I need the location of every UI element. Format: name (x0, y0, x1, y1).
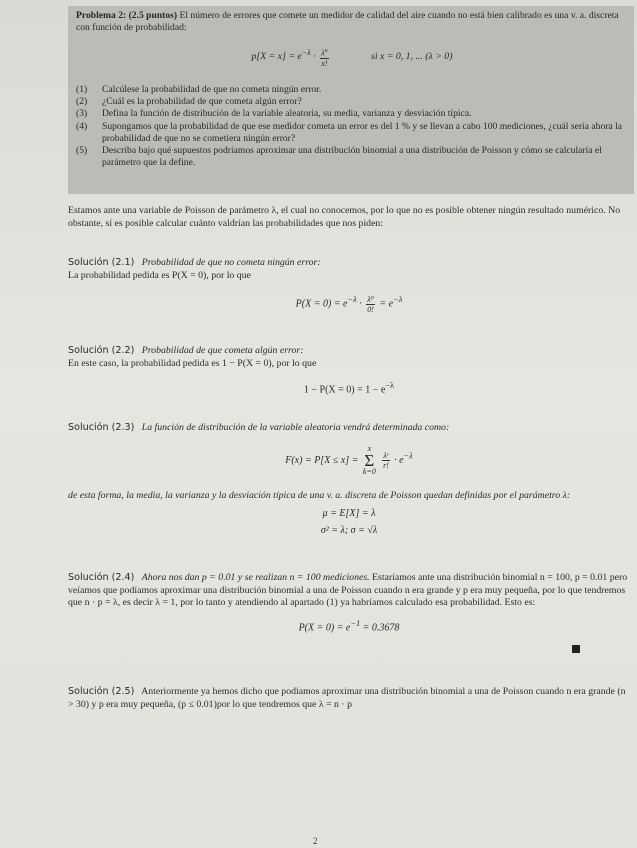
solution-2-5 (68, 686, 630, 711)
eq-exp: −λ (347, 295, 357, 305)
solution-2-2 (68, 345, 630, 397)
sum-symbol: Σ (364, 450, 375, 470)
solution-2-1 (68, 257, 630, 314)
problem-statement-box (68, 6, 634, 194)
solution-text: La probabilidad pedida es P(X = 0), por lo que (68, 269, 251, 281)
solution-title: Probabilidad de que cometa algún error: (141, 345, 304, 356)
intro-text: Estamos ante una variable de Poisson de parámetro λ, el cual no conocemos, por lo que no es posible obtener ningún resultado numérico. No obstante, sí es posible calcular cuánto valdrían las probabilidades que nos piden: (68, 205, 621, 229)
distribution-function-equation (68, 445, 630, 476)
problem-item (76, 145, 628, 169)
solution-title: La función de distribución de la variable aleatoria vendrá determinada como: (141, 422, 450, 433)
eq-den: r! (383, 460, 389, 470)
solution-equation (68, 294, 630, 314)
problem-intro-text: El número de errores que comete un medidor de calidad del aire cuando no está bien calibrado es una v. a. discreta con función de probabilidad: (76, 10, 619, 34)
sum-top: x (367, 443, 372, 453)
summation (363, 445, 376, 476)
item-number: (3) (76, 108, 88, 120)
eq-dot: · (356, 298, 365, 310)
solution-text: Estaríamos ante una distribución binomial n = 100, p = 0.01 pero veíamos que podíamos aproximar una distribución binomial a una de Poisson cuando n era grande y p era muy pequeña, por lo que tendremos que n · p = λ, es decir λ = 1, por lo tanto y atendiendo al apartado (1) ya habríamos calculado esa probabilidad. Esto es: (68, 572, 628, 609)
formula-condition: si x = 0, 1, ... (λ > 0) (371, 51, 453, 63)
formula-fraction (320, 46, 328, 68)
eq-den: 0! (367, 304, 374, 314)
eq-body: 1 − P(X = 0) = 1 − e (303, 384, 386, 396)
solution-text: En este caso, la probabilidad pedida es 1 − P(X = 0), por lo que (68, 357, 317, 369)
problem-item (76, 96, 628, 108)
eq-fraction (366, 295, 375, 314)
solution-lead: Ahora nos dan p = 0.01 y se realizan n = 100 mediciones. (141, 572, 370, 583)
solution-2-3 (68, 422, 630, 537)
eq-right-exp: −λ (403, 451, 413, 461)
solution-heading: Solución (2.5) (68, 686, 135, 697)
item-text: Calcúlese la probabilidad de que no cometa ningún error. (102, 84, 322, 96)
eq-left: P(X = 0) = e (295, 298, 348, 310)
solution-heading: Solución (2.2) (68, 345, 135, 356)
item-text: ¿Cuál es la probabilidad de que cometa algún error? (102, 96, 302, 108)
eq-right: = 0.3678 (360, 622, 400, 634)
variance-equation: σ² = λ; σ = √λ (320, 524, 378, 536)
solution-equation (68, 618, 630, 635)
eq-right-exp: −λ (393, 295, 403, 305)
solution-title: Probabilidad de que no cometa ningún error: (141, 257, 321, 268)
formula-num-exp: x (324, 47, 328, 55)
formula-den: x! (321, 59, 328, 69)
item-number: (4) (76, 120, 88, 132)
solution-heading: Solución (2.3) (68, 422, 135, 433)
formula-left: p[X = x] = e (251, 51, 302, 63)
solution-2-4 (68, 572, 630, 635)
problem-item (76, 108, 628, 120)
solution-heading: Solución (2.1) (68, 257, 135, 268)
problem-intro (76, 10, 628, 34)
problem-item (76, 84, 628, 96)
item-number: (1) (76, 84, 88, 96)
eq-exp: −1 (350, 618, 361, 628)
item-number: (5) (76, 145, 88, 157)
eq-left: P(X = 0) = e (298, 622, 351, 634)
qed-square-icon (572, 645, 580, 653)
eq-left: F(x) = P[X ≤ x] = (285, 454, 359, 466)
solution-text: Anteriormente ya hemos dicho que podíamos aproximar una distribución binomial a una de Poisson cuando n era grande (n > 30) y p era muy pequeña, (p ≤ 0.01)por lo que tendremos que λ = n · p (68, 686, 626, 710)
sum-bottom: k=0 (362, 466, 376, 476)
formula-exp: −λ (301, 48, 311, 58)
item-text: Describa bajo qué supuestos podríamos aproximar una distribución binomial a una distribución de Poisson y cómo se calcularía el parámetro que la define. (102, 145, 602, 169)
eq-fraction (382, 451, 389, 470)
solution-text: de esta forma, la media, la varianza y la desviación típica de una v. a. discreta de Poisson quedan definidas por el parámetro λ: (68, 489, 571, 501)
probability-function-formula (76, 46, 628, 68)
item-number: (2) (76, 96, 88, 108)
mean-equation: μ = E[X] = λ (322, 508, 376, 520)
page-number: 2 (313, 836, 318, 846)
problem-items (76, 84, 628, 169)
problem-item (76, 121, 628, 145)
eq-right: = e (376, 298, 394, 310)
formula-num: λ (321, 49, 325, 59)
eq-right: · e (391, 454, 404, 466)
problem-title: Problema 2: (2.5 puntos) (76, 10, 178, 21)
formula-dot: · (310, 51, 319, 63)
solution-equation (68, 380, 630, 397)
solution-heading: Solución (2.4) (68, 572, 135, 583)
intro-paragraph (68, 205, 630, 230)
item-text: Supongamos que la probabilidad de que ese medidor cometa un error es del 1 % y se llevan a cabo 100 mediciones, ¿cuál sería ahora la probabilidad de que no se cometiera ningún error? (102, 120, 623, 144)
eq-exp: −λ (385, 381, 395, 391)
eq-num: λ⁰ (367, 294, 374, 304)
eq-num: λʳ (383, 450, 389, 460)
item-text: Defina la función de distribución de la variable aleatoria, su media, varianza y desviación típica. (102, 108, 472, 120)
